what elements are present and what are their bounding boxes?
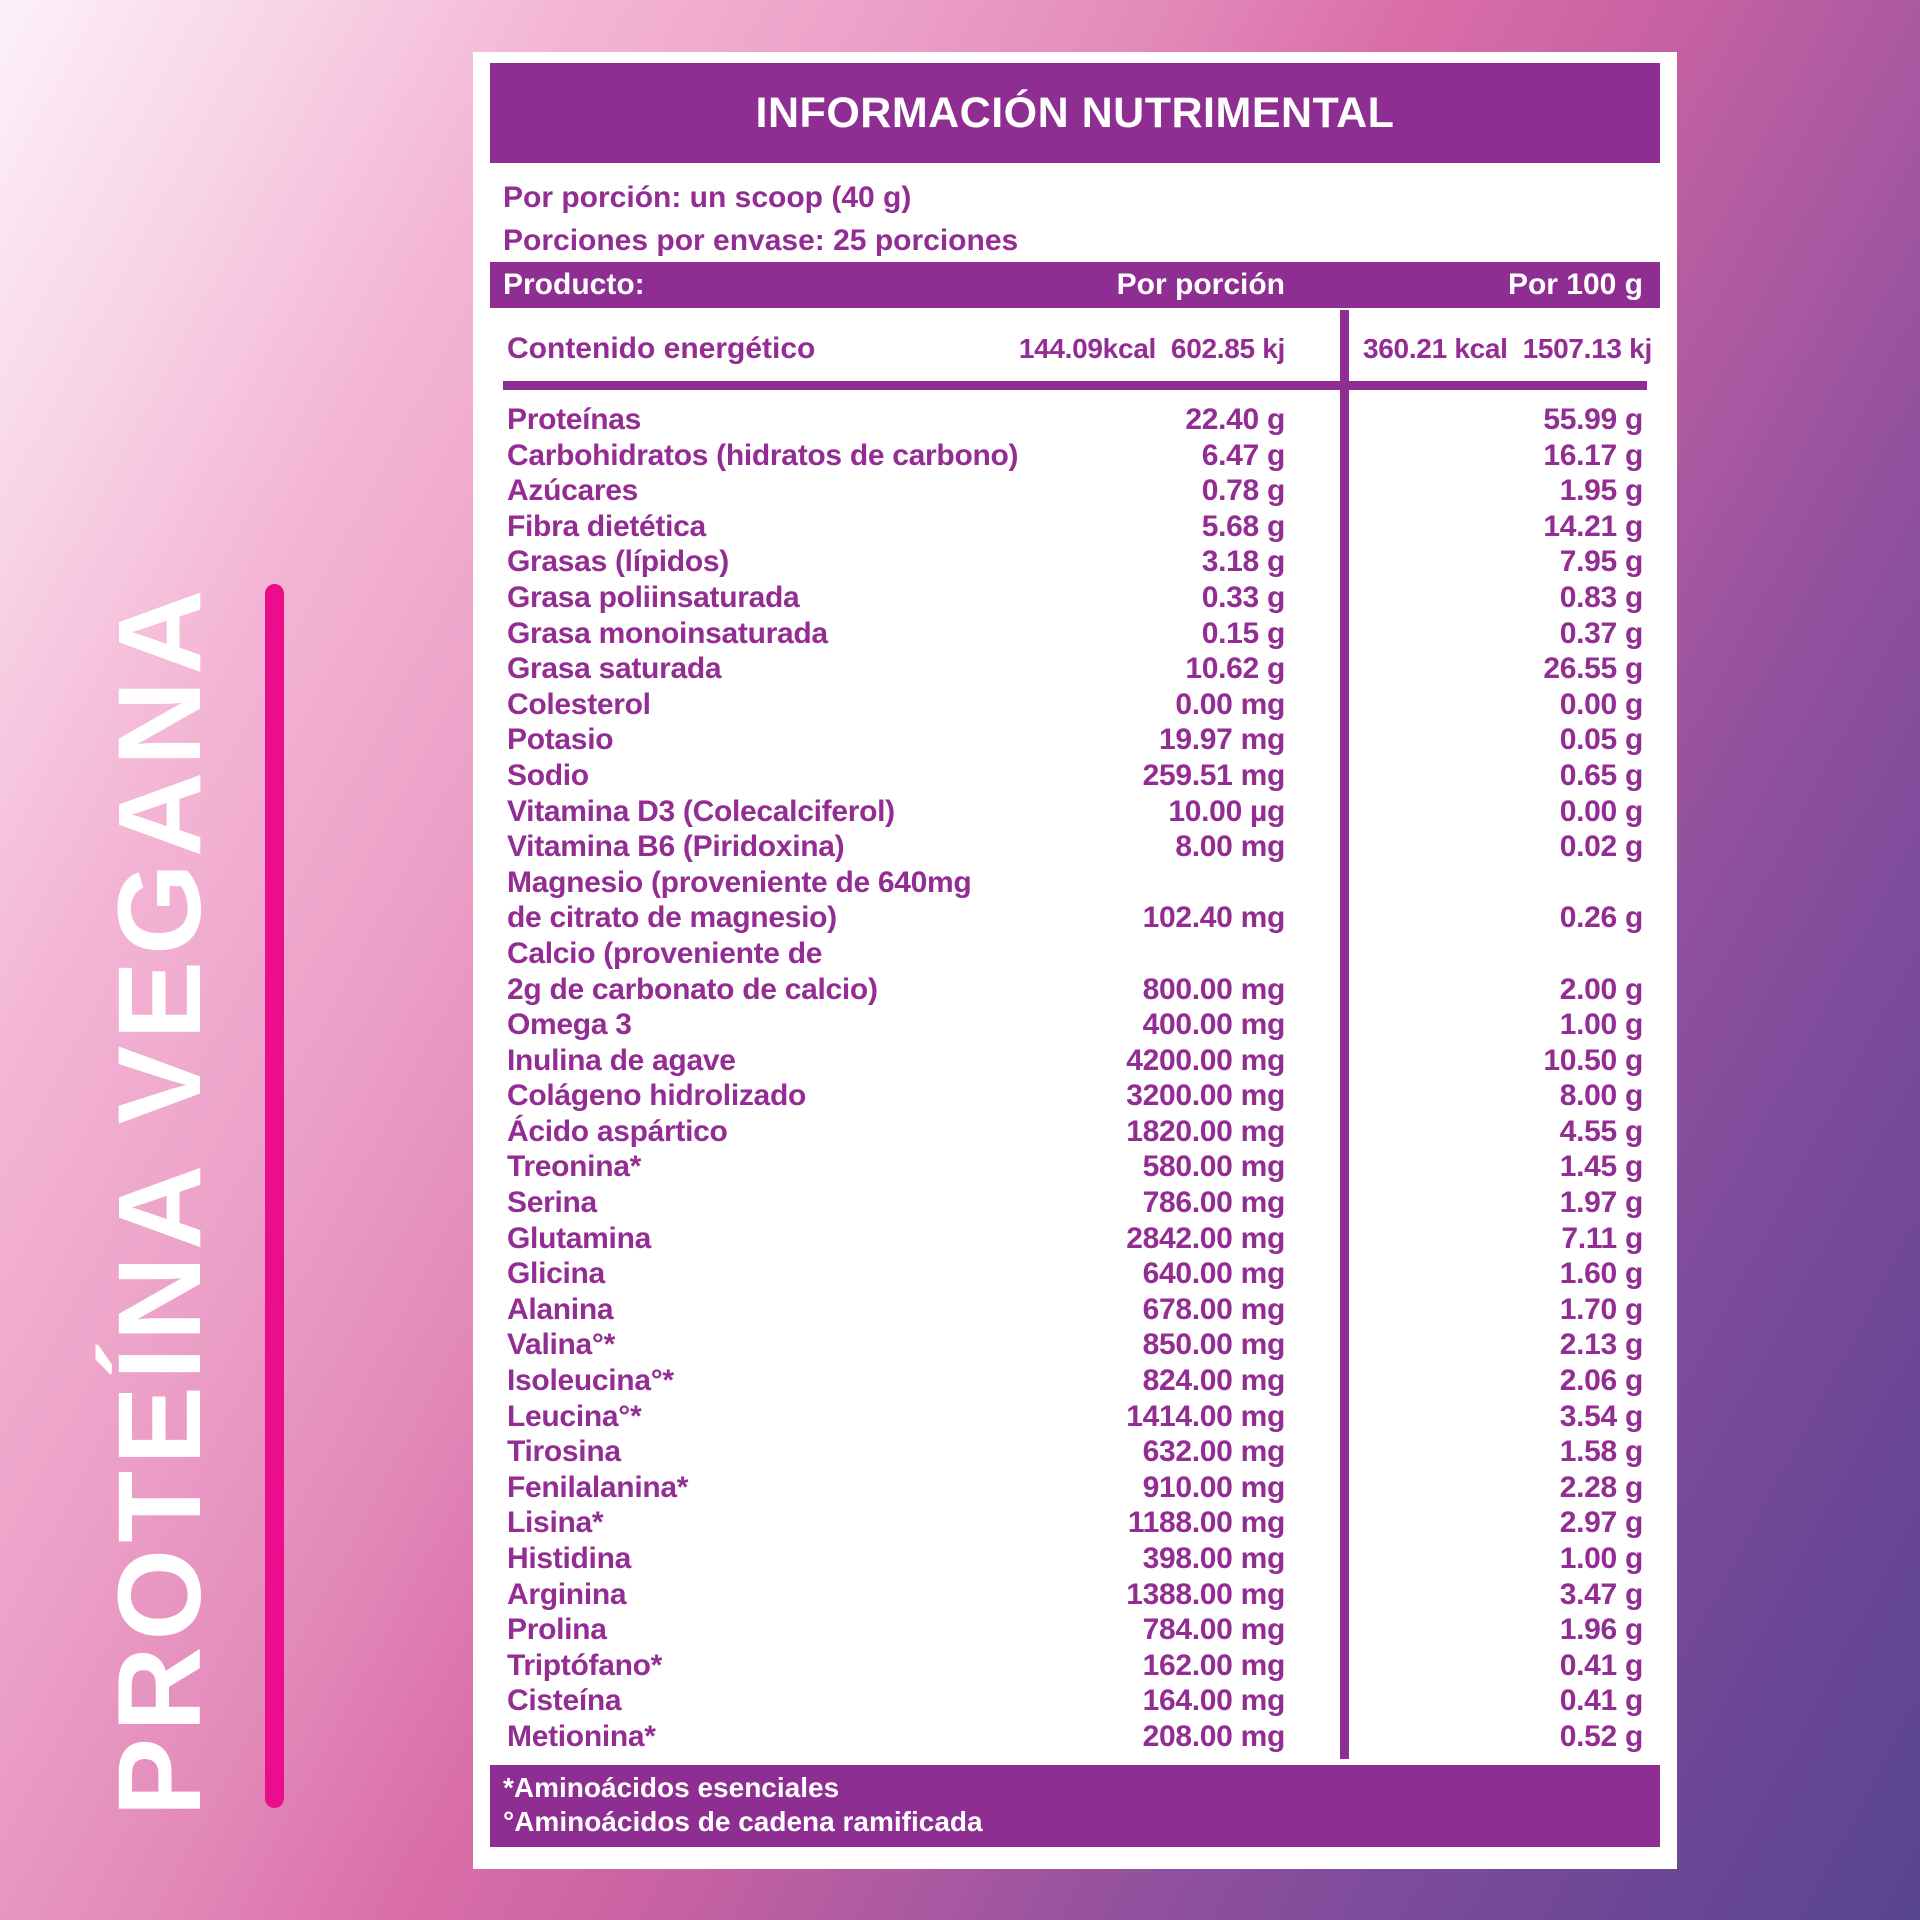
row-label: Grasas (lípidos) xyxy=(507,545,729,579)
table-row xyxy=(507,1327,1643,1363)
row-per-100g: 16.17 g xyxy=(1543,438,1643,472)
header-product: Producto: xyxy=(503,268,645,301)
row-per-serving: 678.00 mg xyxy=(1142,1292,1285,1326)
row-per-serving: 3200.00 mg xyxy=(1126,1079,1285,1113)
row-label: Inulina de agave xyxy=(507,1043,736,1077)
row-label: Ácido aspártico xyxy=(507,1114,728,1148)
table-row xyxy=(507,1470,1643,1506)
row-label: Tirosina xyxy=(507,1435,621,1469)
row-per-100g: 1.45 g xyxy=(1559,1150,1643,1184)
table-row xyxy=(507,1114,1643,1150)
row-per-100g: 0.00 g xyxy=(1559,687,1643,721)
row-per-100g: 1.96 g xyxy=(1559,1613,1643,1647)
row-per-serving: 0.15 g xyxy=(1201,616,1285,650)
row-per-100g: 0.83 g xyxy=(1559,580,1643,614)
row-per-serving: 824.00 mg xyxy=(1142,1364,1285,1398)
row-per-serving: 910.00 mg xyxy=(1142,1470,1285,1504)
header-per-100g: Por 100 g xyxy=(1507,268,1643,301)
row-label: Arginina xyxy=(507,1577,627,1611)
row-per-100g: 0.26 g xyxy=(1559,901,1643,935)
header-per-serving: Por porción xyxy=(1116,268,1285,301)
row-per-100g: 0.37 g xyxy=(1559,616,1643,650)
row-per-serving: 632.00 mg xyxy=(1142,1435,1285,1469)
row-per-serving: 1188.00 mg xyxy=(1127,1506,1285,1540)
row-per-100g xyxy=(1349,865,1643,901)
row-per-serving: 400.00 mg xyxy=(1142,1008,1285,1042)
table-row xyxy=(507,544,1643,580)
table-row xyxy=(507,1541,1643,1577)
row-label: Prolina xyxy=(507,1613,607,1647)
row-per-serving: 208.00 mg xyxy=(1142,1719,1285,1753)
row-per-serving: 19.97 mg xyxy=(1158,723,1285,757)
table-row xyxy=(507,1719,1643,1755)
row-per-100g: 0.65 g xyxy=(1559,758,1643,792)
row-per-100g: 55.99 g xyxy=(1543,403,1643,436)
row-per-serving: 6.47 g xyxy=(1201,438,1285,472)
serving-size-line: Por porción: un scoop (40 g) xyxy=(503,181,912,214)
row-label: Proteínas xyxy=(507,403,642,436)
table-row xyxy=(507,1078,1643,1114)
row-per-100g: 2.06 g xyxy=(1559,1364,1643,1398)
table-row xyxy=(507,1256,1643,1292)
row-label: Metionina* xyxy=(507,1719,656,1753)
row-per-serving: 0.33 g xyxy=(1201,580,1285,614)
table-row xyxy=(507,616,1643,652)
energy-per-100g: 360.21 kcal 1507.13 kj xyxy=(1363,333,1652,364)
table-row xyxy=(507,438,1643,474)
row-per-serving: 4200.00 mg xyxy=(1126,1043,1285,1077)
row-label: Valina°* xyxy=(507,1328,615,1362)
row-label: Alanina xyxy=(507,1292,614,1326)
row-label: Sodio xyxy=(507,758,589,792)
label-title: INFORMACIÓN NUTRIMENTAL xyxy=(755,88,1395,137)
serving-info xyxy=(503,176,1677,262)
table-row xyxy=(507,865,1643,901)
row-per-100g: 0.41 g xyxy=(1559,1684,1643,1718)
table-row xyxy=(507,473,1643,509)
row-label: Vitamina D3 (Colecalciferol) xyxy=(507,794,895,828)
row-label: Glicina xyxy=(507,1257,605,1291)
footnote-branched: °Aminoácidos de cadena ramificada xyxy=(503,1805,983,1837)
row-per-100g: 3.54 g xyxy=(1559,1399,1643,1433)
row-label: Fenilalanina* xyxy=(507,1470,689,1504)
table-row xyxy=(507,1007,1643,1043)
row-per-serving: 786.00 mg xyxy=(1142,1186,1285,1220)
table-row xyxy=(507,1363,1643,1399)
row-per-serving: 1388.00 mg xyxy=(1126,1577,1285,1611)
column-divider xyxy=(1340,310,1349,1759)
row-per-serving: 1820.00 mg xyxy=(1126,1114,1285,1148)
table-row xyxy=(507,1149,1643,1185)
table-row xyxy=(507,651,1643,687)
row-per-serving: 22.40 g xyxy=(1185,403,1285,436)
row-per-100g: 0.52 g xyxy=(1559,1719,1643,1753)
row-label: Lisina* xyxy=(507,1506,604,1540)
energy-label: Contenido energético xyxy=(507,332,816,365)
accent-bar xyxy=(265,584,284,1808)
table-row xyxy=(507,794,1643,830)
nutrition-table-body xyxy=(473,390,1677,1755)
table-row xyxy=(507,1221,1643,1257)
row-per-serving: 0.00 mg xyxy=(1175,687,1285,721)
row-label: de citrato de magnesio) xyxy=(507,901,837,935)
row-per-serving: 1414.00 mg xyxy=(1126,1399,1285,1433)
row-per-100g: 1.97 g xyxy=(1559,1186,1643,1220)
row-label: Treonina* xyxy=(507,1150,641,1184)
table-row xyxy=(507,1043,1643,1079)
row-per-100g: 0.02 g xyxy=(1559,830,1643,864)
table-row xyxy=(507,829,1643,865)
row-label: Histidina xyxy=(507,1542,631,1575)
servings-per-container-line: Porciones por envase: 25 porciones xyxy=(503,224,1019,257)
row-per-serving xyxy=(1070,865,1285,901)
row-per-serving: 259.51 mg xyxy=(1142,758,1285,792)
footnote-essential: *Aminoácidos esenciales xyxy=(503,1771,840,1803)
row-per-100g: 1.00 g xyxy=(1559,1542,1643,1575)
table-row xyxy=(507,1505,1643,1541)
energy-per-serving: 144.09kcal 602.85 kj xyxy=(1018,333,1285,364)
row-per-serving: 850.00 mg xyxy=(1142,1328,1285,1362)
table-row xyxy=(507,1648,1643,1684)
row-per-serving: 102.40 mg xyxy=(1142,901,1285,935)
row-label: Vitamina B6 (Piridoxina) xyxy=(507,830,845,864)
row-per-100g: 0.41 g xyxy=(1559,1648,1643,1682)
row-per-100g: 1.00 g xyxy=(1559,1008,1643,1042)
row-per-100g: 1.70 g xyxy=(1559,1292,1643,1326)
row-per-100g: 4.55 g xyxy=(1559,1114,1643,1148)
row-per-serving: 10.62 g xyxy=(1185,652,1285,686)
row-label: Carbohidratos (hidratos de carbono) xyxy=(507,438,1019,472)
row-per-serving: 0.78 g xyxy=(1201,474,1285,508)
row-per-serving: 3.18 g xyxy=(1201,545,1285,579)
table-row xyxy=(507,580,1643,616)
table-row xyxy=(507,936,1643,972)
row-label: Grasa saturada xyxy=(507,652,722,686)
row-label: 2g de carbonato de calcio) xyxy=(507,972,878,1006)
row-label: Colesterol xyxy=(507,687,651,721)
row-label: Magnesio (proveniente de 640mg xyxy=(507,865,972,899)
row-label: Fibra dietética xyxy=(507,509,706,543)
row-per-100g: 3.47 g xyxy=(1559,1577,1643,1611)
table-row xyxy=(507,1292,1643,1328)
row-label: Colágeno hidrolizado xyxy=(507,1079,806,1113)
row-per-serving: 800.00 mg xyxy=(1142,972,1285,1006)
row-per-100g: 7.95 g xyxy=(1559,545,1643,579)
row-per-serving: 164.00 mg xyxy=(1142,1684,1285,1718)
row-label: Calcio (proveniente de xyxy=(507,936,823,970)
table-row xyxy=(507,509,1643,545)
row-label: Isoleucina°* xyxy=(507,1364,674,1398)
table-row xyxy=(507,1434,1643,1470)
row-per-100g: 2.00 g xyxy=(1559,972,1643,1006)
row-per-100g: 2.28 g xyxy=(1559,1470,1643,1504)
table-row xyxy=(507,1683,1643,1719)
row-per-serving: 640.00 mg xyxy=(1142,1257,1285,1291)
row-label: Potasio xyxy=(507,723,614,757)
row-label: Cisteína xyxy=(507,1684,622,1718)
horizontal-rule xyxy=(503,381,1647,390)
table-row xyxy=(507,722,1643,758)
row-per-serving: 2842.00 mg xyxy=(1126,1221,1285,1255)
table-row xyxy=(507,972,1643,1008)
table-row xyxy=(507,1185,1643,1221)
row-label: Grasa poliinsaturada xyxy=(507,580,800,614)
row-label: Grasa monoinsaturada xyxy=(507,616,828,650)
table-row xyxy=(507,402,1643,438)
row-per-100g xyxy=(1349,936,1643,972)
table-row xyxy=(507,687,1643,723)
row-per-100g: 2.13 g xyxy=(1559,1328,1643,1362)
table-header-row xyxy=(490,262,1660,308)
row-per-serving: 10.00 µg xyxy=(1168,794,1285,828)
row-label: Triptófano* xyxy=(507,1648,663,1682)
row-label: Azúcares xyxy=(507,474,639,508)
row-label: Glutamina xyxy=(507,1221,651,1255)
energy-row xyxy=(473,308,1677,366)
table-row xyxy=(507,1577,1643,1613)
row-per-100g: 2.97 g xyxy=(1559,1506,1643,1540)
row-per-100g: 1.60 g xyxy=(1559,1257,1643,1291)
row-label: Leucina°* xyxy=(507,1399,642,1433)
row-per-100g: 26.55 g xyxy=(1543,652,1643,686)
row-per-100g: 8.00 g xyxy=(1559,1079,1643,1113)
product-name-vertical: PROTEÍNA VEGANA xyxy=(94,583,226,1817)
row-per-serving xyxy=(1070,936,1285,972)
row-label: Serina xyxy=(507,1186,597,1220)
row-per-100g: 7.11 g xyxy=(1561,1221,1643,1255)
table-row xyxy=(507,758,1643,794)
row-per-serving: 8.00 mg xyxy=(1175,830,1285,864)
row-per-serving: 580.00 mg xyxy=(1142,1150,1285,1184)
nutrition-label-card xyxy=(473,52,1677,1869)
label-title-band xyxy=(490,63,1660,163)
row-per-serving: 784.00 mg xyxy=(1142,1613,1285,1647)
table-row xyxy=(507,900,1643,936)
row-per-100g: 1.95 g xyxy=(1559,474,1643,508)
row-label: Omega 3 xyxy=(507,1008,632,1042)
row-per-serving: 398.00 mg xyxy=(1142,1542,1285,1575)
row-per-100g: 1.58 g xyxy=(1559,1435,1643,1469)
footnotes-band xyxy=(490,1765,1660,1847)
table-row xyxy=(507,1399,1643,1435)
row-per-100g: 14.21 g xyxy=(1543,509,1643,543)
row-per-serving: 162.00 mg xyxy=(1142,1648,1285,1682)
row-per-100g: 0.00 g xyxy=(1559,794,1643,828)
row-per-serving: 5.68 g xyxy=(1201,509,1285,543)
table-row xyxy=(507,1612,1643,1648)
row-per-100g: 0.05 g xyxy=(1559,723,1643,757)
row-per-100g: 10.50 g xyxy=(1543,1043,1643,1077)
